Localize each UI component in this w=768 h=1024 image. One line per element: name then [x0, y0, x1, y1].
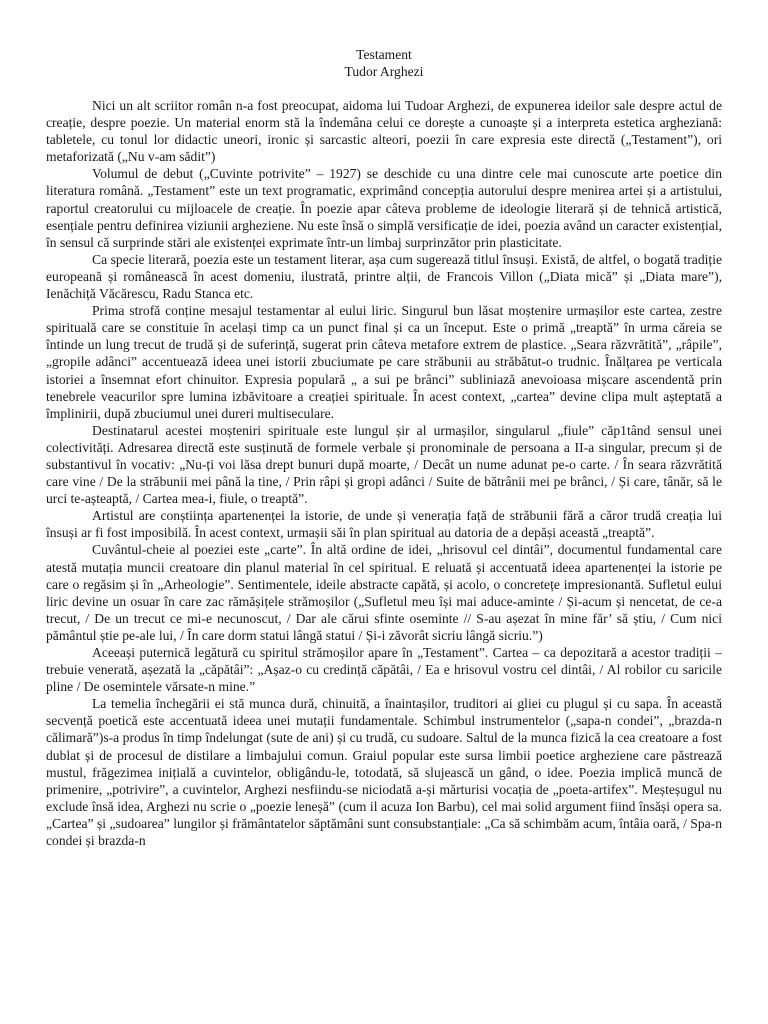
paragraph: Ca specie literară, poezia este un testament literar, așa cum sugerează titlul însuși. Există, de altfel, o bogată tradiție europeană și românească în acest domeniu, ilustrată, printre alții, de Francois Villon („Diata mică” și „Diata mare”), Ienăchiță Văcărescu, Radu Stanca etc.: [46, 251, 722, 302]
document-title: Testament: [356, 47, 412, 62]
paragraph: Aceeași puternică legătură cu spiritul strămoșilor apare în „Testament”. Cartea – ca depozitară a acestor tradiții – trebuie venerată, așezată la „căpătâi”: „Așaz-o cu credință căpătâi, / Ea e hrisovul vostru cel dintâi, / Al robilor cu saricile pline / De osemintele vărsate-n mine.”: [46, 645, 722, 695]
document-author: Tudor Arghezi: [344, 64, 424, 79]
paragraph: La temelia închegării ei stă munca dură, chinuită, a înaintașilor, truditori ai gliei cu plugul și cu sapa. În această secvență poetică este accentuată ideea unei mutații fundamentale. Schimbul instrumentelor („sapa-n condei”, „brazda-n călimară”)s-a produs în timp îndelungat (sute de ani) și cu trudă, cu sudoare. Saltul de la munca fizică la cea creatoare a fost dublat și de procesul de distilare a limbajului comun. Graiul popular este sursa limbii poetice argheziene care păstrează mustul, frăgezimea inițială a cuvintelor, obligându-le, totodată, să slujească un gând, o idee. Poezia implică muncă de primenire, „potrivire”, a cuvintelor, Arghezi nesfiindu-se niciodată a-și mărturisi vocația de „poeta-artifex”. Meșteșugul nu exclude însă idea, Arghezi nu scrie o „poezie leneșă” (cum il acuza Ion Barbu), cel mai solid argument fiind însăși opera sa. „Cartea” și „sudoarea” lungilor și frământatelor săptămâni sunt consubstanțiale: „Ca să schimbăm acum, întâia oară, / Spa-n condei și brazda-n: [46, 696, 722, 849]
paragraph: Prima strofă conține mesajul testamentar al eului liric. Singurul bun lăsat moștenire urmașilor este cartea, zestre spirituală care se constituie în același timp ca un punct final și ca un început. Este o primă „treaptă” în urma căreia se întinde un lung trecut de trudă și de suferință, sugerat prin câteva metafore extrem de plastice. „Seara răzvrătită”, „râpile”, „gropile adânci” accentuează ideea unei istorii zbuciumate pe care străbunii au străbătut-o trudnic. Înălțarea pe verticala istoriei a însemnat efort chinuitor. Expresia populară „ a sui pe brânci” subliniază anevoioasa mișcare ascendentă prin tenebrele veacurilor spre lumina izbăvitoare a creației spirituale. În acest context, „cartea” devine clipa mult așteptată a împlinirii, după zbuciumul unei dureri multiseculare.: [46, 303, 722, 421]
title-block: [46, 46, 722, 80]
paragraph: Nici un alt scriitor român n-a fost preocupat, aidoma lui Tudoar Arghezi, de expunerea ideilor sale despre actul de creație, despre poezie. Un material enorm stă la îndemâna celui ce dorește a cunoaște și a interpreta estetica argheziană: tabletele, cu tonul lor didactic uneori, ironic și sarcastic alteori, poezii în care expresia este directă („Testament”), ori metaforizată („Nu v-am sădit”): [46, 98, 722, 165]
paragraph: Cuvântul-cheie al poeziei este „carte”. În altă ordine de idei, „hrisovul cel dintâi”, documentul fundamental care atestă mutația muncii creatoare din planul material în cel spiritual. E reluată și accentuată ideea apartenenței la istorie pe care o regăsim și în „Arheologie”. Sentimentele, ideile abstracte capătă, și acolo, o concretețe impresionantă. Sufletul eului liric devine un osuar în care zac rămășițele strămoșilor („Sufletul meu își mai aduce-aminte / Și-acum și nencetat, de ce-a trecut, / De un trecut ce mi-e necunoscut, / Dar ale cărui sfinte oseminte // S-au așezat în mine făr’ să știu, / Cum nici pământul știe pe-ale lui, / În care dorm statui lângă statui / Și-i zăvorât sicriu lângă sicriu.”): [46, 542, 722, 643]
paragraph: Artistul are conștiința apartenenței la istorie, de unde și venerația față de străbunii fără a căror trudă creația lui însuși ar fi fost imposibilă. În acest context, urmașii săi în plan spiritual au datoria de a depăși această „treaptă”.: [46, 508, 722, 541]
paragraph: Destinatarul acestei moșteniri spirituale este lungul șir al urmașilor, singularul „fiule” căp1tând sensul unei colectivități. Adresarea directă este susținută de formele verbale și pronominale de persoana a II-a singular, precum și de substantivul în vocativ: „Nu-ți voi lăsa drept bunuri după moarte, / Decât un nume adunat pe-o carte. / În seara răzvrătită care vine / De la străbunii mei până la tine, / Prin râpi și gropi adânci / Suite de bătrânii mei pe brânci, / Și care, tânăr, să le urci te-așteaptă, / Cartea mea-i, fiule, o treaptă”.: [46, 422, 722, 507]
paragraph: Volumul de debut („Cuvinte potrivite” – 1927) se deschide cu una dintre cele mai cunoscute arte poetice din literatura română. „Testament” este un text programatic, exprimând concepția autorului despre menirea artei și a artistului, raportul creatorului cu mijloacele de creație. În poezie apar câteva probleme de ideologie literară și de tehnică artistică, esențiale pentru definirea viziunii argheziene. Nu este însă o simplă versificație de idei, poezia având un caracter existențial, în sensul că surprinde stări ale existenței exprimate într-un limbaj surprinzător prin plasticitate.: [46, 166, 722, 250]
